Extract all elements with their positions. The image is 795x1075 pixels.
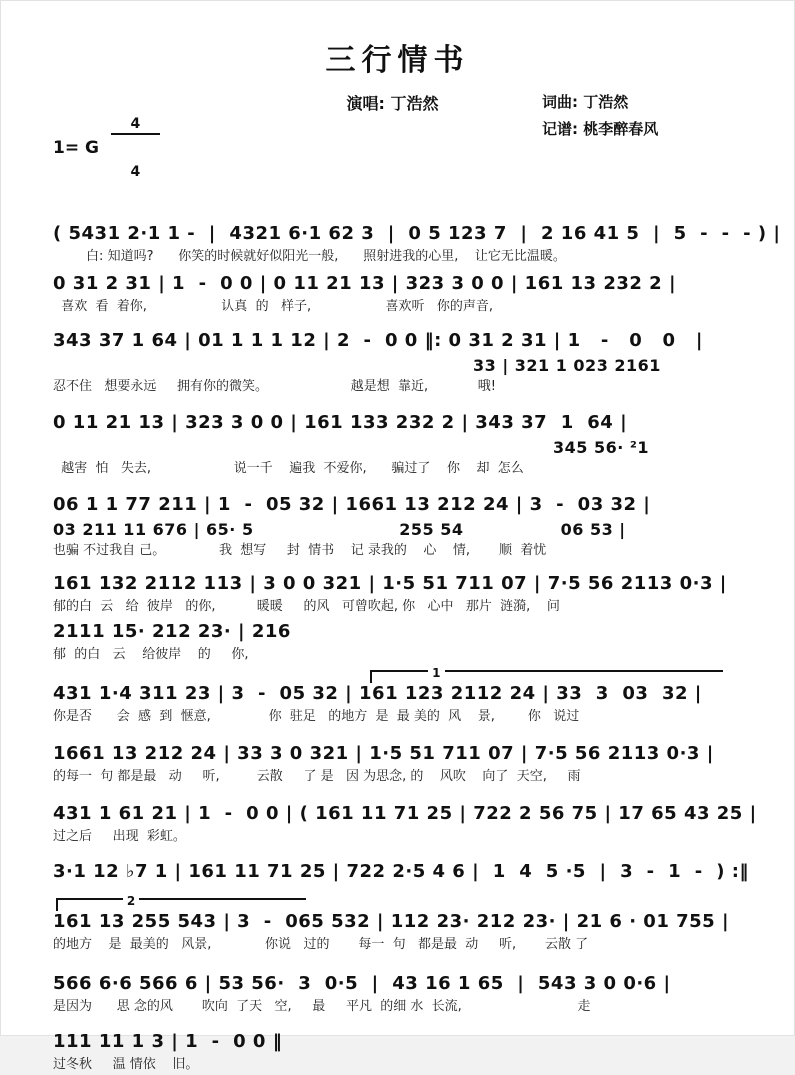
second-voice-line-5: 03 211 11 676 | 65· 5 255 54 06 53 | (53, 520, 626, 539)
volta-bracket-1 (370, 666, 723, 683)
notes-line-14: 111 11 1 3 | 1 - 0 0 ‖ (53, 1031, 283, 1052)
system-7 (53, 619, 742, 665)
system-4 (53, 410, 742, 479)
system-13 (53, 971, 742, 1017)
lyrics-line-3: 忍不住 想要永远 拥有你的微笑。 越是想 靠近, 哦! (53, 379, 496, 394)
lyrics-line-9: 的每一 句 都是最 动 听, 云散 了 是 因 为思念, 的 风吹 向了 天空, 雨 (53, 769, 581, 784)
notes-line-3: 343 37 1 64 | 01 1 1 1 12 | 2 - 0 0 ‖: 0 31 2 31 | 1 - 0 0 | (53, 330, 703, 351)
lyrics-line-13: 是因为 思 念的风 吹向 了天 空, 最 平凡 的细 水 长流, 走 (53, 999, 591, 1014)
system-3 (53, 328, 742, 397)
notes-line-10: 431 1 61 21 | 1 - 0 0 | ( 161 11 71 25 | 722 2 56 75 | 17 65 43 25 | (53, 803, 757, 824)
notes-line-2: 0 31 2 31 | 1 - 0 0 | 0 11 21 13 | 323 3 0 0 | 161 13 232 2 | (53, 273, 677, 294)
singer-credit: 演唱: 丁浩然 (346, 94, 439, 113)
lyrics-line-2: 喜欢 看 着你, 认真 的 样子, 喜欢听 你的声音, (53, 299, 494, 314)
lyrics-line-14: 过冬秋 温 情依 旧。 (53, 1057, 199, 1072)
notes-line-12: 161 13 255 543 | 3 - 065 532 | 112 23· 212 23· | 21 6 · 01 755 | (53, 911, 730, 932)
system-8 (53, 666, 742, 727)
time-numerator: 4 (111, 117, 160, 135)
second-voice-line-3: 33 | 321 1 023 2161 (473, 356, 661, 375)
notes-line-11: 3·1 12 ♭7 1 | 161 11 71 25 | 722 2·5 4 6 | 1 4 5 ·5 | 3 - 1 - ) :‖ (53, 861, 749, 882)
lyrics-line-12: 的地方 是 最美的 风景, 你说 过的 每一 句 都是最 动 听, 云散 了 (53, 937, 589, 952)
volta-bracket-2 (56, 894, 306, 911)
volta-label-1: 1 (428, 666, 444, 680)
score-header (53, 89, 742, 207)
time-signature (111, 89, 160, 207)
notes-line-9: 1661 13 212 24 | 33 3 0 321 | 1·5 51 711 07 | 7·5 56 2113 0·3 | (53, 743, 714, 764)
notes-line-4: 0 11 21 13 | 323 3 0 0 | 161 133 232 2 | 343 37 1 64 | (53, 412, 628, 433)
second-voice-line-4: 345 56· ²1 (553, 438, 650, 457)
system-14 (53, 1029, 742, 1075)
lyrics-line-10: 过之后 出现 彩虹。 (53, 829, 186, 844)
system-5 (53, 492, 742, 561)
system-2 (53, 271, 742, 317)
time-denominator: 4 (130, 164, 141, 180)
volta-label-2: 2 (123, 894, 139, 908)
composer-credit: 词曲: 丁浩然 (542, 93, 629, 111)
lyrics-line-6: 郁的白 云 给 彼岸 的你, 暖暖 的风 可曾吹起, 你 心中 那片 涟漪, 问 (53, 599, 560, 614)
key-label: 1= G (53, 138, 99, 158)
lyrics-line-5: 也骗 不过我自 己。 我 想写 封 情书 记 录我的 心 情, 顺 着忧 (53, 543, 547, 558)
notes-line-6: 161 132 2112 113 | 3 0 0 321 | 1·5 51 711 07 | 7·5 56 2113 0·3 | (53, 573, 727, 594)
credits-block (542, 89, 742, 143)
system-11 (53, 859, 749, 885)
spoken-line-1: 白: 知道吗? 你笑的时候就好似阳光一般, 照射进我的心里, 让它无比温暖。 (53, 249, 566, 264)
notes-line-1: ( 5431 2·1 1 - | 4321 6·1 62 3 | 0 5 123 7 | 2 16 41 5 | 5 - - - ) | (53, 223, 781, 244)
key-signature (53, 89, 243, 207)
system-12 (53, 894, 742, 955)
notes-line-13: 566 6·6 566 6 | 53 56· 3 0·5 | 43 16 1 65 | 543 3 0 0·6 | (53, 973, 671, 994)
lyrics-line-8: 你是否 会 感 到 惬意, 你 驻足 的地方 是 最 美的 风 景, 你 说过 (53, 709, 580, 724)
transcriber-credit: 记谱: 桃李醉春风 (542, 120, 659, 138)
notes-line-5: 06 1 1 77 211 | 1 - 05 32 | 1661 13 212 24 | 3 - 03 32 | (53, 494, 651, 515)
lyrics-line-4: 越害 怕 失去, 说一千 遍我 不爱你, 骗过了 你 却 怎么 (53, 461, 524, 476)
system-1 (53, 221, 781, 267)
system-9 (53, 741, 742, 787)
notes-line-8: 431 1·4 311 23 | 3 - 05 32 | 161 123 2112 24 | 33 3 03 32 | (53, 683, 702, 704)
lyrics-line-7: 郁 的白 云 给彼岸 的 你, (53, 647, 249, 662)
system-6 (53, 571, 742, 617)
system-10 (53, 801, 757, 847)
song-title: 三行情书 (325, 43, 470, 78)
notes-line-7: 2111 15· 212 23· | 216 (53, 621, 291, 642)
